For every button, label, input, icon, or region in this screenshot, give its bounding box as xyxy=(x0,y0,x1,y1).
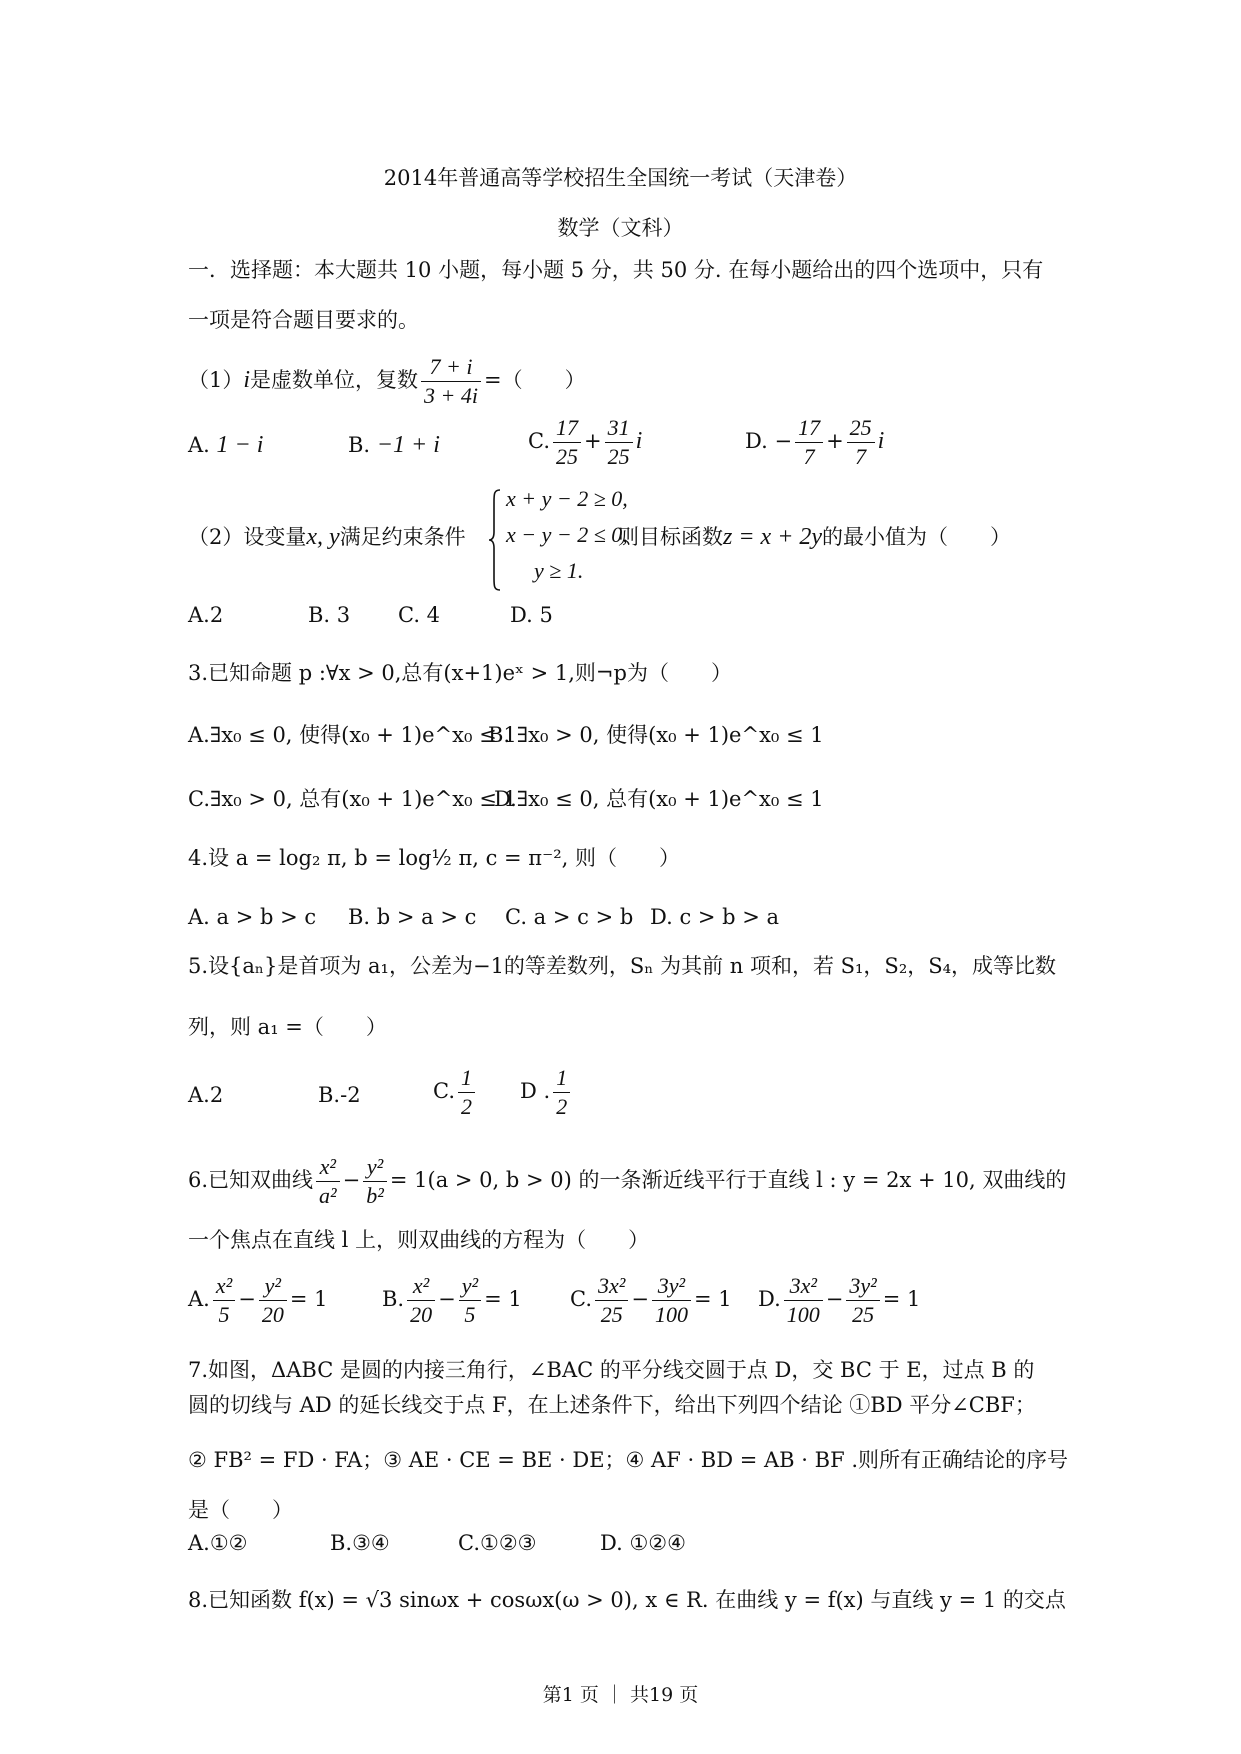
question-2-suffix xyxy=(618,522,1011,552)
question-8-line1: 8.已知函数 f(x) = √3 sinωx + cosωx(ω > 0), x ∈ R. 在曲线 y = f(x) 与直线 y = 1 的交点 xyxy=(188,1588,1066,1612)
q6-option-a: A. $\frac{\text{x²}}{5}$ − $\frac{\text{y²}}{20}$ = 1 xyxy=(188,1273,328,1327)
q1-option-a-value: 1 − i xyxy=(216,432,264,458)
q5-option-d-label: D . xyxy=(520,1079,551,1103)
q6-frac1-den: a² xyxy=(319,1183,337,1208)
q6-a-frac1 xyxy=(213,1272,235,1329)
q1-d-frac2-num: 25 xyxy=(847,414,875,443)
q1-d-frac1-den: 7 xyxy=(803,444,815,469)
q7-option-a: A.①② xyxy=(188,1531,248,1555)
q6-c-eq: = 1 xyxy=(693,1287,732,1311)
q1-option-b-label: B. xyxy=(348,433,371,457)
q6-c-frac2 xyxy=(652,1272,691,1329)
q1-fraction xyxy=(421,353,481,410)
question-7-line1: 7.如图，ΔABC 是圆的内接三角行，∠BAC 的平分线交圆于点 D，交 BC 于 E，过点 B 的 xyxy=(188,1358,1035,1382)
q6-d-n1: 3x² xyxy=(784,1272,823,1301)
q5-c-den: 2 xyxy=(461,1094,472,1119)
q2-prefix: （2）设变量 xyxy=(188,525,307,549)
q1-c-frac1-den: 25 xyxy=(556,444,578,469)
q6-a-label: A. xyxy=(188,1287,210,1311)
q1-c-frac2 xyxy=(605,414,633,471)
q4-option-a: A. a > b > c xyxy=(188,905,317,929)
q7-option-b: B.③④ xyxy=(330,1531,390,1555)
q6-b-d2: 5 xyxy=(464,1302,476,1327)
q6-option-b: B. $\frac{\text{x²}}{20}$ − $\frac{\text{y²}}{5}$ = 1 xyxy=(382,1273,522,1327)
q1-prefix: （1） xyxy=(188,368,244,392)
q1-var-i: i xyxy=(243,367,251,393)
q2-constraint-3: y ≥ 1. xyxy=(534,558,584,583)
q6-b-frac2 xyxy=(459,1272,481,1329)
section-instructions-line2: 一项是符合题目要求的。 xyxy=(188,308,419,332)
q2-vars: x, y xyxy=(306,524,340,550)
question-5-line1: 5.设{aₙ}是首项为 a₁，公差为−1的等差数列，Sₙ 为其前 n 项和，若 S₁，S₂，S₄，成等比数 xyxy=(188,954,1057,978)
q2-constraint-2: x − y − 2 ≤ 0, xyxy=(506,522,628,547)
q5-option-d xyxy=(520,1064,573,1121)
q1-option-c-label: C. xyxy=(528,429,550,453)
q5-option-c-label: C. xyxy=(433,1079,455,1103)
q6-b-frac1 xyxy=(407,1272,435,1329)
q6-a-n1: x² xyxy=(213,1272,235,1301)
q2-suffix: 的最小值为（ ） xyxy=(822,525,1012,549)
q5-d-frac xyxy=(553,1064,570,1121)
q6-frac2-num: y² xyxy=(363,1153,387,1182)
q6-b-d1: 20 xyxy=(410,1302,433,1327)
q6-a-d2: 20 xyxy=(261,1302,284,1327)
q6-frac2 xyxy=(363,1153,387,1210)
question-4-stem: 4.设 a = log₂ π, b = log½ π, c = π⁻², 则（ ） xyxy=(188,846,680,870)
q1-c-plus: + xyxy=(584,429,602,453)
q2-constraint-1: x + y − 2 ≥ 0, xyxy=(506,486,628,511)
q5-d-num: 1 xyxy=(553,1064,570,1093)
q5-d-den: 2 xyxy=(556,1094,568,1119)
q3-option-d: D.∃x₀ ≤ 0, 总有(x₀ + 1)e^x₀ ≤ 1 xyxy=(494,787,824,811)
q6-option-c: C. $\frac{\text{3x²}}{25}$ − $\frac{\text{3y²}}{100}$ = 1 xyxy=(570,1273,732,1327)
q1-c-frac2-den: 25 xyxy=(607,444,630,469)
q1-option-c xyxy=(528,414,642,471)
question-7-line3: ② FB² = FD · FA；③ AE · CE = BE · DE；④ AF · BD = AB · BF .则所有正确结论的序号 xyxy=(188,1448,1068,1472)
q6-prefix: 6.已知双曲线 xyxy=(188,1168,314,1192)
q6-minus: − xyxy=(342,1168,361,1192)
exam-subtitle: 数学（文科） xyxy=(557,216,684,240)
q3-option-c: C.∃x₀ > 0, 总有(x₀ + 1)e^x₀ ≤ 1 xyxy=(188,787,517,811)
q1-c-frac1-num: 17 xyxy=(553,414,581,443)
q2-text2: 则目标函数 xyxy=(618,525,723,549)
q6-rest: = 1(a > 0, b > 0) 的一条渐近线平行于直线 l : y = 2x + 10, 双曲线的 xyxy=(389,1168,1067,1192)
q4-option-d: D. c > b > a xyxy=(650,905,780,929)
q6-d-eq: = 1 xyxy=(882,1287,921,1311)
section-instructions-line1: 一．选择题：本大题共 10 小题，每小题 5 分，共 50 分. 在每小题给出的四个选项中，只有 xyxy=(188,258,1044,282)
q6-d-d2: 25 xyxy=(852,1302,875,1327)
question-7-line4: 是（ ） xyxy=(188,1498,293,1522)
q6-c-label: C. xyxy=(570,1287,592,1311)
question-1-stem xyxy=(188,350,1058,410)
q1-text: 是虚数单位，复数 xyxy=(250,368,419,392)
question-6-line2: 一个焦点在直线 l 上，则双曲线的方程为（ ） xyxy=(188,1228,650,1252)
q5-c-frac xyxy=(458,1064,475,1121)
q1-frac-den: 3 + 4i xyxy=(424,383,479,408)
question-7-line2: 圆的切线与 AD 的延长线交于点 F，在上述条件下，给出下列四个结论 ①BD 平分∠CBF； xyxy=(188,1393,1036,1417)
q6-a-n2: y² xyxy=(259,1272,287,1301)
q6-b-n1: x² xyxy=(407,1272,435,1301)
q5-c-num: 1 xyxy=(458,1064,475,1093)
q1-suffix: =（ ） xyxy=(484,368,586,392)
q7-option-d: D. ①②④ xyxy=(600,1531,686,1555)
q1-option-a xyxy=(188,430,263,460)
q6-option-d: D. $\frac{\text{3x²}}{100}$ − $\frac{\text{3y²}}{25}$ = 1 xyxy=(758,1273,921,1327)
q5-option-b: B.-2 xyxy=(318,1083,361,1107)
q1-d-plus: + xyxy=(826,429,844,453)
q3-option-b: B. ∃x₀ > 0, 使得(x₀ + 1)e^x₀ ≤ 1 xyxy=(488,723,824,747)
q6-c-frac1 xyxy=(595,1272,628,1329)
q6-d-label: D. xyxy=(758,1287,781,1311)
q6-frac1-num: x² xyxy=(316,1153,340,1182)
q2-option-c: C. 4 xyxy=(398,603,441,627)
q1-c-i: i xyxy=(635,428,643,454)
q2-option-a: A.2 xyxy=(188,603,224,627)
question-3-stem: 3.已知命题 p :∀x > 0,总有(x+1)eˣ > 1,则¬p为（ ） xyxy=(188,661,732,685)
q1-d-frac1 xyxy=(795,414,823,471)
q1-d-frac2-den: 7 xyxy=(855,444,867,469)
q6-frac1 xyxy=(316,1153,340,1210)
page-footer: 第1 页 ｜ 共19 页 xyxy=(542,1684,699,1706)
q1-d-minus: − xyxy=(774,429,793,453)
q5-option-a: A.2 xyxy=(188,1083,224,1107)
q1-option-b-value: −1 + i xyxy=(376,432,440,458)
q1-frac-num: 7 + i xyxy=(421,353,481,382)
q6-c-n2: 3y² xyxy=(652,1272,691,1301)
question-5-line2: 列，则 a₁ =（ ） xyxy=(188,1015,387,1039)
q1-d-i: i xyxy=(877,428,885,454)
question-6-line1 xyxy=(188,1150,1067,1210)
q7-option-c: C.①②③ xyxy=(458,1531,537,1555)
q6-c-d2: 100 xyxy=(654,1302,688,1327)
q4-option-b: B. b > a > c xyxy=(348,905,477,929)
q6-b-label: B. xyxy=(382,1287,405,1311)
q6-a-d1: 5 xyxy=(218,1302,230,1327)
q1-c-frac2-num: 31 xyxy=(605,414,633,443)
q6-a-frac2 xyxy=(259,1272,287,1329)
q1-option-b xyxy=(348,430,440,460)
q6-b-eq: = 1 xyxy=(484,1287,522,1311)
left-brace-icon xyxy=(488,488,502,592)
q6-d-d1: 100 xyxy=(786,1302,820,1327)
q1-d-frac2 xyxy=(847,414,875,471)
q2-objective: z = x + 2y xyxy=(723,524,823,550)
q2-option-b: B. 3 xyxy=(308,603,351,627)
q6-b-n2: y² xyxy=(459,1272,481,1301)
q5-option-c xyxy=(433,1064,478,1121)
exam-title: 2014年普通高等学校招生全国统一考试（天津卷） xyxy=(383,166,858,190)
q1-option-a-label: A. xyxy=(188,433,210,457)
q4-option-c: C. a > c > b xyxy=(505,905,634,929)
q2-option-d: D. 5 xyxy=(510,603,553,627)
q6-c-d1: 25 xyxy=(600,1302,623,1327)
q3-option-a: A.∃x₀ ≤ 0, 使得(x₀ + 1)e^x₀ ≤ 1 xyxy=(188,723,517,747)
q1-d-frac1-num: 17 xyxy=(795,414,823,443)
q6-d-frac2 xyxy=(846,1272,879,1329)
q6-c-n1: 3x² xyxy=(595,1272,628,1301)
q6-a-eq: = 1 xyxy=(289,1287,328,1311)
question-2-prefix xyxy=(188,522,466,552)
q6-frac2-den: b² xyxy=(366,1183,384,1208)
q1-option-d xyxy=(745,414,884,471)
q1-option-d-label: D. xyxy=(745,429,768,453)
q1-c-frac1 xyxy=(553,414,581,471)
q2-text: 满足约束条件 xyxy=(339,525,466,549)
q6-d-frac1 xyxy=(784,1272,823,1329)
q6-d-n2: 3y² xyxy=(846,1272,879,1301)
